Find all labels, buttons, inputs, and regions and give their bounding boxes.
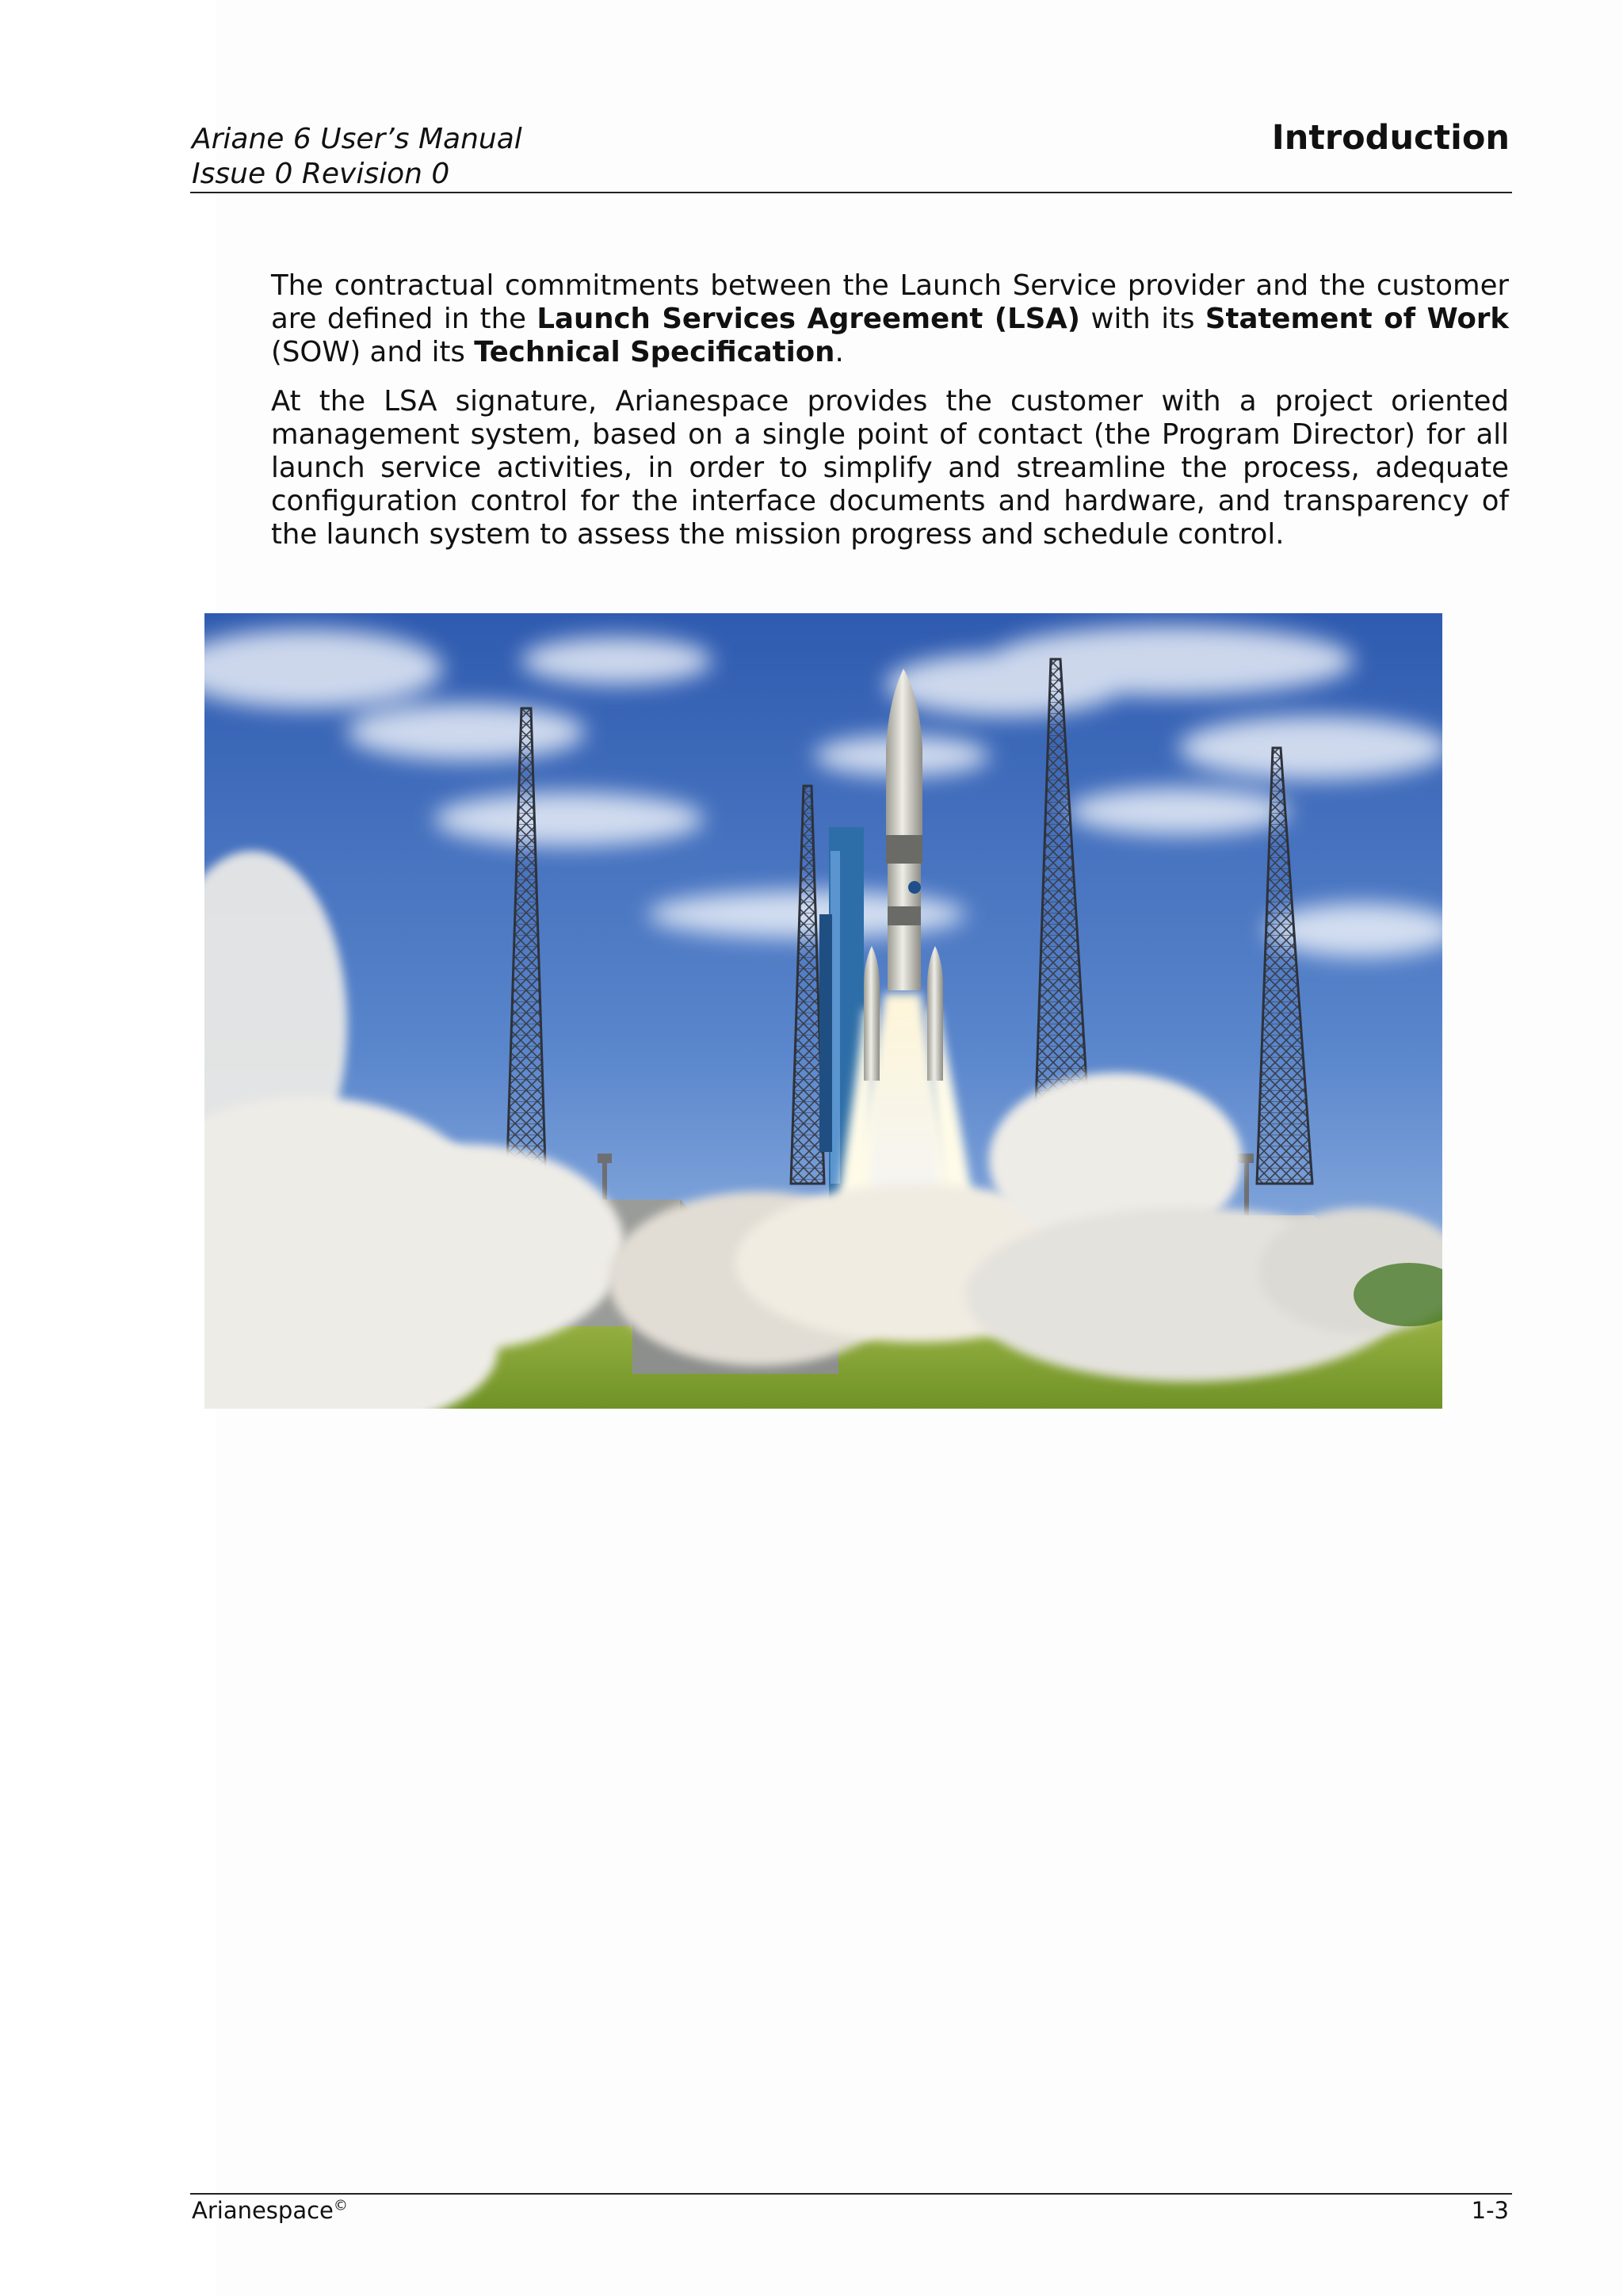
company-name: Arianespace xyxy=(192,2197,334,2224)
text-run: (SOW) and its xyxy=(271,336,475,368)
term-sow: Statement of Work xyxy=(1205,303,1509,335)
manual-title: Ariane 6 User’s Manual xyxy=(192,123,522,155)
text-run: The contractual commitments between the Launch Service provider and the customer are defined in the xyxy=(271,269,1509,335)
body-text xyxy=(271,269,1509,567)
footer-divider xyxy=(190,2193,1512,2195)
launch-illustration xyxy=(204,613,1442,1409)
issue-revision: Issue 0 Revision 0 xyxy=(192,158,450,190)
page-number: 1-3 xyxy=(1471,2197,1509,2224)
section-title: Introduction xyxy=(1271,118,1510,158)
text-run: . xyxy=(834,336,844,368)
term-lsa: Launch Services Agreement (LSA) xyxy=(537,303,1081,335)
header-divider xyxy=(190,192,1512,193)
page-header-left xyxy=(192,122,522,192)
paragraph-lsa-signature: At the LSA signature, Arianespace provides the customer with a project oriented management system, based on a single point of contact (the Program Director) for all launch service activities, in order to simplify and streamline the process, adequate configuration control for the interface documents and hardware, and transparency of the launch system to assess the mission progress and schedule control. xyxy=(271,385,1509,551)
footer-company xyxy=(192,2196,348,2225)
copyright-symbol: © xyxy=(333,2197,348,2214)
term-tech-spec: Technical Specification xyxy=(474,336,835,368)
paragraph-contract xyxy=(271,269,1509,369)
text-run: with its xyxy=(1080,303,1205,335)
ariane6-launch-image xyxy=(204,613,1442,1409)
